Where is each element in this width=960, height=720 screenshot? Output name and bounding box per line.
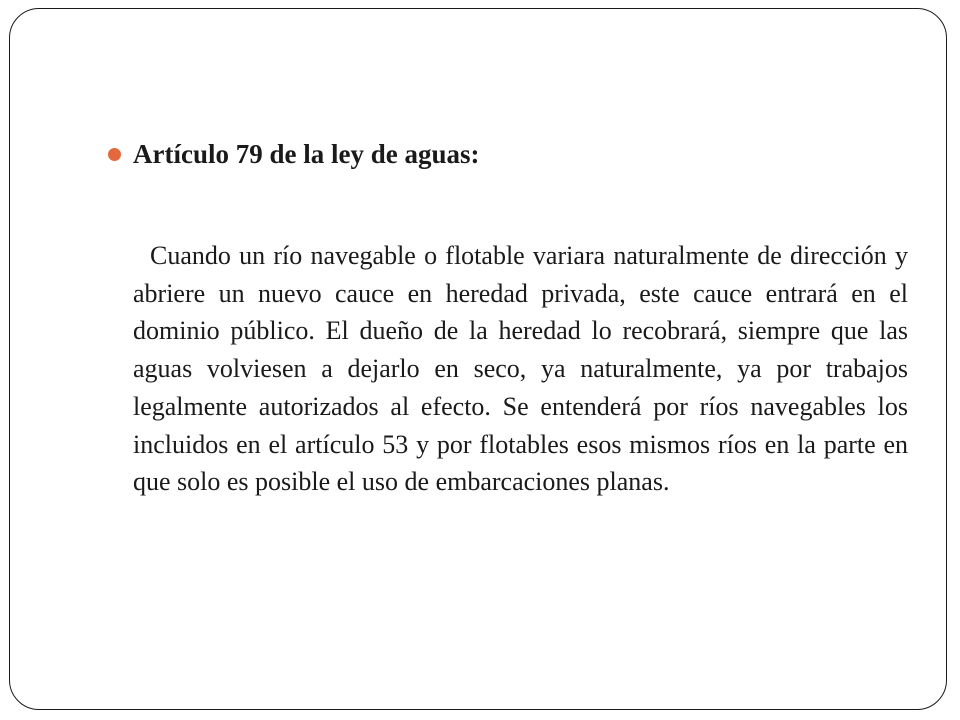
bullet-dot-icon: [108, 148, 121, 161]
bullet-item: [108, 136, 888, 172]
slide-body-text: Cuando un río navegable o flotable variara naturalmente de dirección y abriere un nuevo cauce en heredad privada, este cauce entrará en el dominio público. El dueño de la heredad lo recobrará, siempre que las aguas volviesen a dejarlo en seco, ya naturalmente, ya por trabajos legalmente autorizados al efecto. Se entenderá por ríos navegables los incluidos en el artículo 53 y por flotables esos mismos ríos en la parte en que solo es posible el uso de embarcaciones planas.: [133, 241, 908, 497]
slide-heading: Artículo 79 de la ley de aguas:: [133, 139, 480, 169]
